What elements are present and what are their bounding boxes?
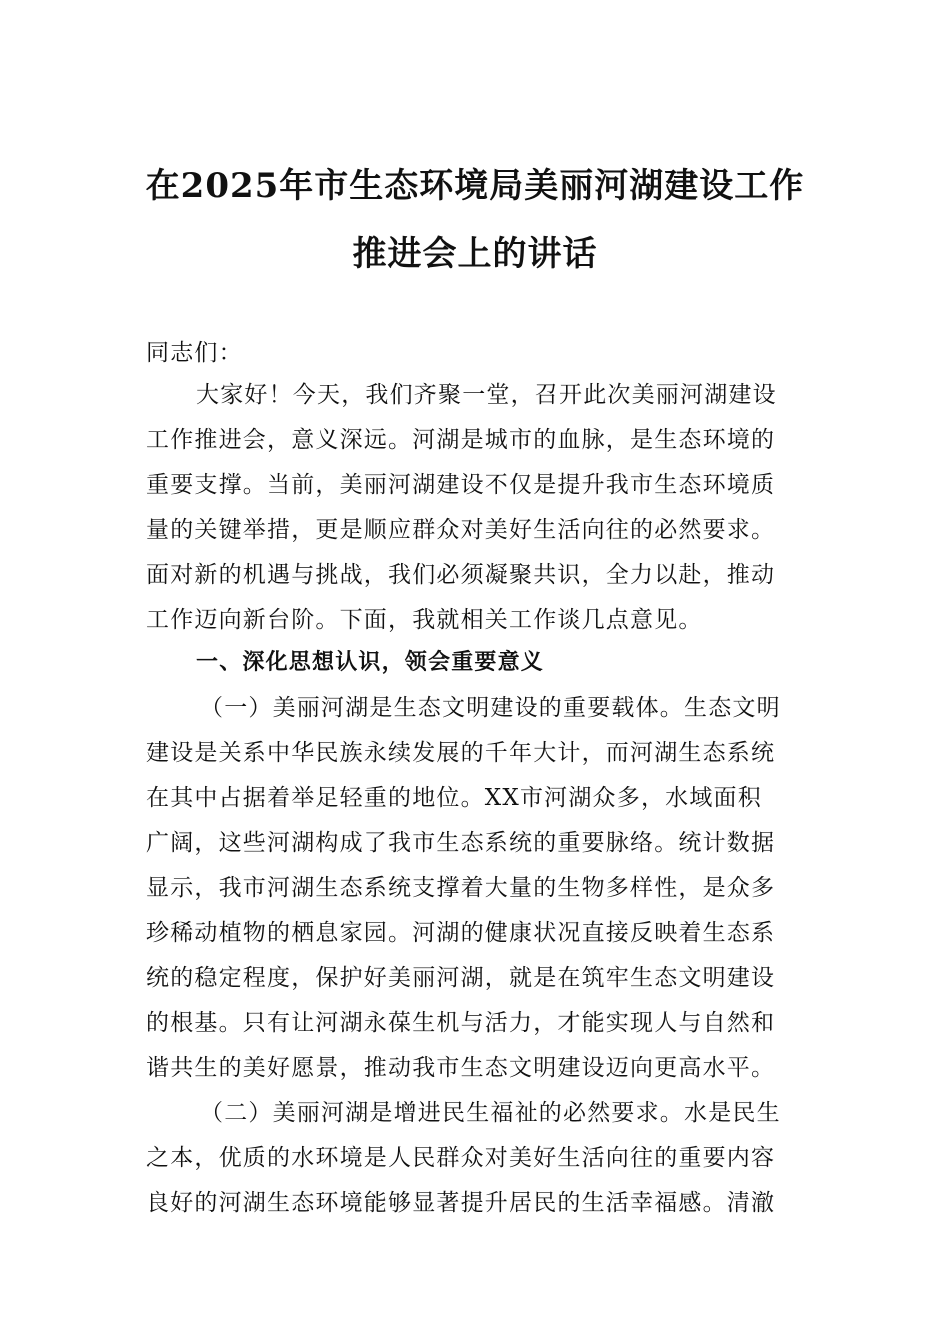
paragraph-line: 建设是关系中华民族永续发展的千年大计，而河湖生态系统 <box>146 740 776 766</box>
paragraph-line: 之本，优质的水环境是人民群众对美好生活向往的重要内容 <box>146 1145 776 1171</box>
intro-line: 工作推进会，意义深远。河湖是城市的血脉，是生态环境的 <box>146 427 776 453</box>
subsection-first-line <box>200 1090 781 1136</box>
paragraph-line: 珍稀动植物的栖息家园。河湖的健康状况直接反映着生态系 <box>146 920 776 946</box>
title-line-1: 在2025年市生态环境局美丽河湖建设工作 <box>145 166 805 206</box>
subsection-first-line <box>200 685 781 731</box>
intro-line: 重要支撑。当前，美丽河湖建设不仅是提升我市生态环境质 <box>146 472 776 498</box>
paragraph-text: 生态文明 <box>684 695 781 721</box>
intro-line: 大家好！今天，我们齐聚一堂，召开此次美丽河湖建设 <box>196 382 777 408</box>
subsection-heading: （一）美丽河湖是生态文明建设的重要载体。 <box>200 695 684 721</box>
salutation: 同志们： <box>146 340 243 366</box>
paragraph-line: 统的稳定程度，保护好美丽河湖，就是在筑牢生态文明建设 <box>146 965 776 991</box>
paragraph-line: 广阔，这些河湖构成了我市生态系统的重要脉络。统计数据 <box>146 830 776 856</box>
title-line-2: 推进会上的讲话 <box>352 234 598 274</box>
paragraph-text: 水是民生 <box>684 1100 781 1126</box>
paragraph-line: 显示，我市河湖生态系统支撑着大量的生物多样性，是众多 <box>146 875 776 901</box>
paragraph-line: 良好的河湖生态环境能够显著提升居民的生活幸福感。清澈 <box>146 1190 776 1216</box>
paragraph-line: 在其中占据着举足轻重的地位。XX市河湖众多，水域面积 <box>146 785 762 811</box>
intro-line: 面对新的机遇与挑战，我们必须凝聚共识，全力以赴，推动 <box>146 562 776 588</box>
intro-line: 工作迈向新台阶。下面，我就相关工作谈几点意见。 <box>146 607 703 633</box>
intro-line: 量的关键举措，更是顺应群众对美好生活向往的必然要求。 <box>146 517 776 543</box>
subsection-heading: （二）美丽河湖是增进民生福祉的必然要求。 <box>200 1100 684 1126</box>
section-heading: 一、深化思想认识，领会重要意义 <box>196 650 545 675</box>
paragraph-line: 谐共生的美好愿景，推动我市生态文明建设迈向更高水平。 <box>146 1055 776 1081</box>
paragraph-line: 的根基。只有让河湖永葆生机与活力，才能实现人与自然和 <box>146 1010 776 1036</box>
